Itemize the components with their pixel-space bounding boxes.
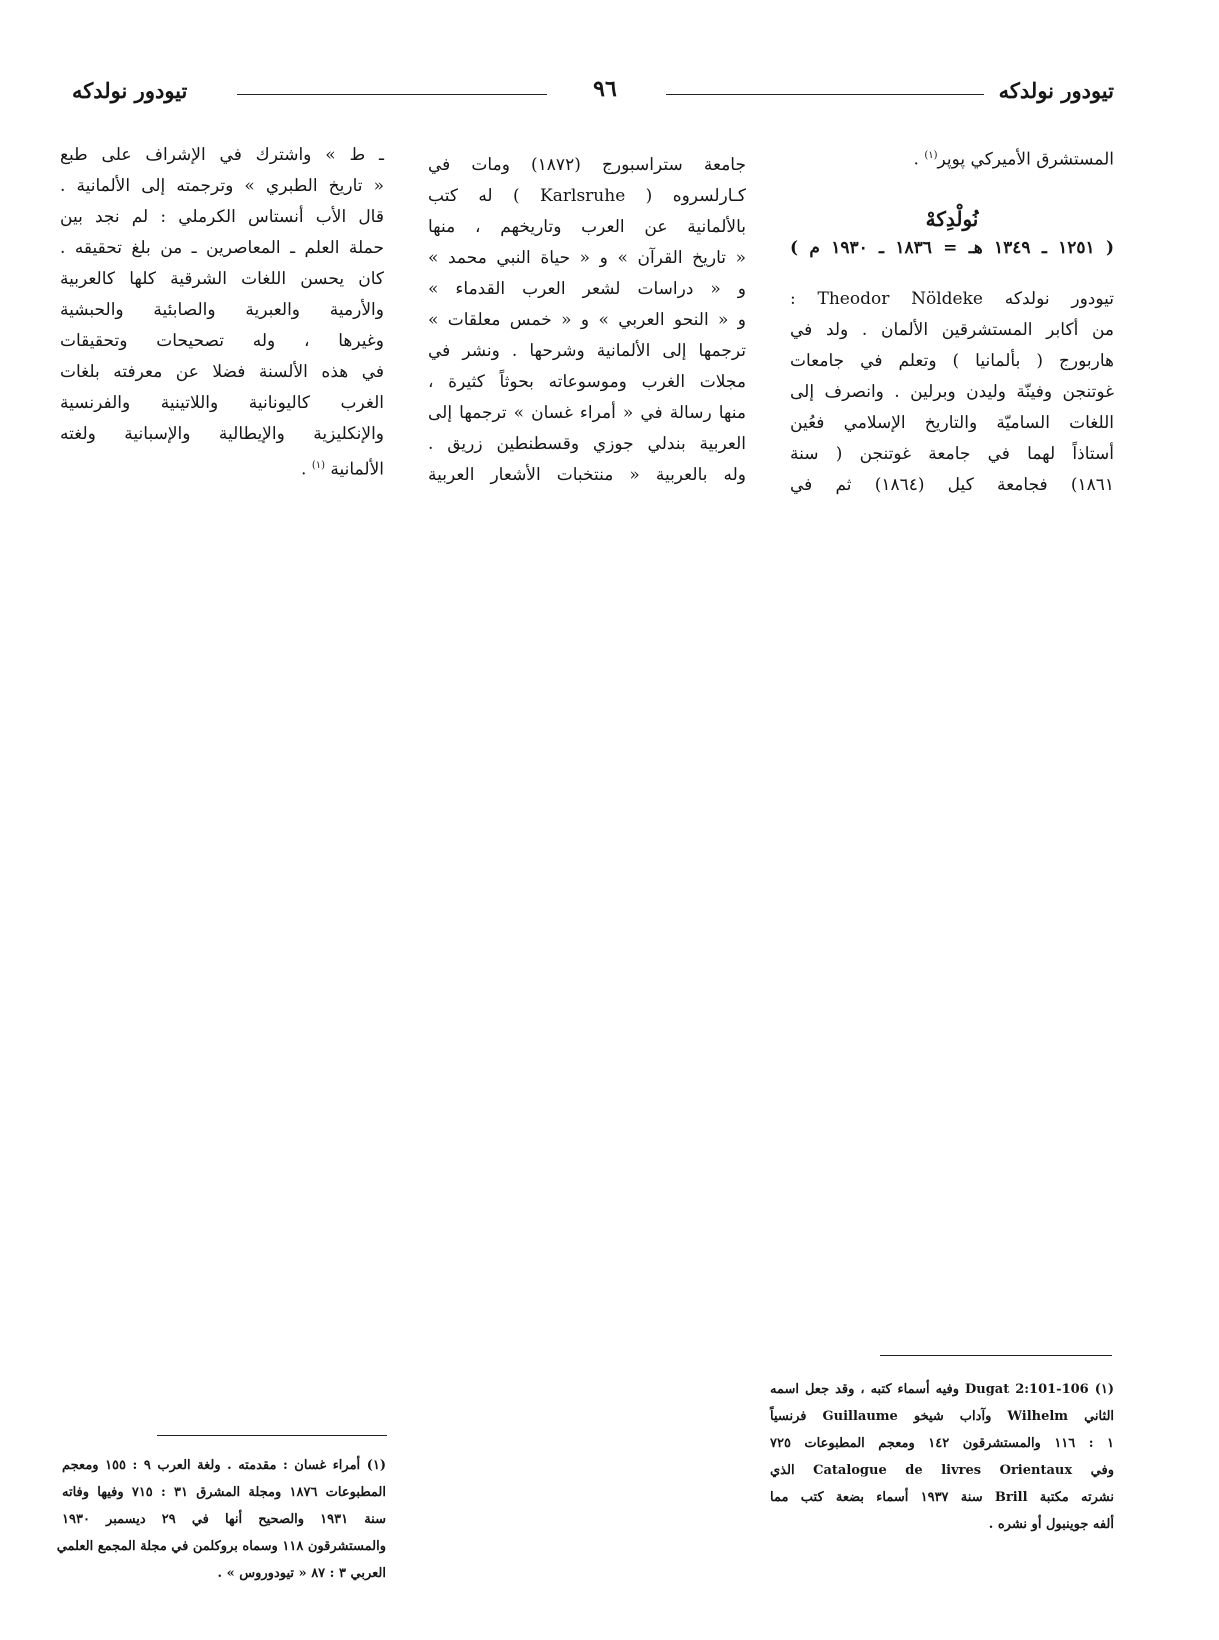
body-line-last (60, 450, 384, 486)
body-line: هاربورج ( بألمانيا ) وتعلم في جامعات (790, 350, 1114, 371)
body-line: جامعة ستراسبورج (١٨٧٢) ومات في (428, 155, 746, 175)
article-dates: ( ١٢٥١ ـ ١٣٤٩ هـ = ١٨٣٦ ـ ١٩٣٠ م ) (790, 237, 1115, 258)
right-column (790, 140, 1114, 501)
footnote-line: ١ : ١١٦ والمستشرقون ١٤٢ ومعجم المطبوعات ٧٢٥ (770, 1436, 1114, 1451)
body-line: « تاريخ القرآن » و « حياة النبي محمد » (428, 248, 746, 268)
body-line: منها رسالة في « أمراء غسان » ترجمها إلى (428, 403, 746, 423)
footnote-line: الثاني Wilhelm وآداب شيخو Guillaume فرنسياً (770, 1409, 1115, 1424)
body-line: حملة العلم ـ المعاصرين ـ من بلغ تحقيقه . (60, 238, 384, 258)
body-line: « تاريخ الطبري » وترجمته إلى الألمانية . (60, 176, 384, 196)
body-line: تيودور نولدكه Theodor Nöldeke : (790, 288, 1114, 309)
body-line: غوتنجن وفينّة وليدن وبرلين . وانصرف إلى (790, 381, 1114, 402)
intro-end: . (913, 149, 925, 170)
footnote-line: المطبوعات ١٨٧٦ ومجلة المشرق ٣١ : ٧١٥ وفيها وفاته (62, 1485, 386, 1500)
body-line: من أكابر المستشرقين الألمان . ولد في (790, 319, 1114, 340)
article-heading: نُولْدِكهْ (925, 206, 979, 231)
footnote-left (56, 1452, 386, 1587)
body-line: قال الأب أنستاس الكرملي : لم نجد بين (60, 207, 384, 227)
footnote-line: سنة ١٩٣١ والصحيح أنها في ٢٩ ديسمبر ١٩٣٠ (62, 1512, 386, 1527)
body-line: في هذه الألسنة فضلا عن معرفته بلغات (60, 362, 384, 382)
body-line: و « النحو العربي » و « خمس معلقات » (428, 310, 746, 330)
left-column (60, 140, 384, 486)
running-title-left: تيودور نولدكه (72, 78, 188, 103)
footnote-line: ألفه جوينبول أو نشره . (988, 1517, 1114, 1532)
body-line: العربية بندلي جوزي وقسطنطين زريق . (428, 434, 746, 454)
footnote-mark: (١) (311, 460, 325, 471)
body-line: اللغات الساميّة والتاريخ الإسلامي فعُين (790, 412, 1114, 433)
running-title-right: تيودور نولدكه (998, 78, 1114, 103)
intro-text: المستشرق الأميركي پوپر (937, 149, 1114, 170)
last-line-text: الألمانية (330, 459, 384, 480)
body-line: ترجمها إلى الألمانية وشرحها . ونشر في (428, 341, 746, 361)
body-line: بالألمانية عن العرب وتاريخهم ، منها (428, 217, 746, 237)
middle-column (428, 150, 746, 491)
header-rule-left (237, 94, 547, 95)
body-line: وغيرها ، وله تصحيحات وتحقيقات (60, 331, 384, 351)
body-line: و « دراسات لشعر العرب القدماء » (428, 279, 746, 299)
footnote-right (770, 1376, 1114, 1538)
page-number: ٩٦ (593, 76, 617, 102)
body-line: وله بالعربية « منتخبات الأشعار العربية (428, 465, 746, 485)
footnote-line: العربي ٣ : ٨٧ « تيودوروس » . (217, 1566, 386, 1581)
footnote-line: (١) Dugat 2:101-106 وفيه أسماء كتبه ، وقد جعل اسمه (770, 1382, 1114, 1397)
footnote-line: والمستشرقون ١١٨ وسماه بروكلمن في مجلة المجمع العلمي (56, 1539, 386, 1554)
footnote-rule-left (157, 1435, 387, 1436)
footnote-line: وفي Catalogue de livres Orientaux الذي (770, 1463, 1114, 1478)
footnote-line: (١) أمراء غسان : مقدمته . ولغة العرب ٩ : ١٥٥ ومعجم (62, 1458, 386, 1473)
body-line: الغرب كاليونانية واللاتينية والفرنسية (60, 393, 384, 413)
body-line: مجلات الغرب وموسوعاته بحوثاً كثيرة ، (428, 372, 746, 392)
body-line: ـ ط » واشترك في الإشراف على طبع (60, 145, 384, 165)
body-line: ١٨٦١) فجامعة كيل (١٨٦٤) ثم في (790, 474, 1115, 495)
body-line: والأرمية والعبرية والصابئية والحبشية (60, 300, 384, 320)
footnote-line: نشرته مكتبة Brill سنة ١٩٣٧ أسماء بضعة كتب مما (770, 1490, 1114, 1505)
footnote-mark: (١) (924, 150, 938, 161)
body-line: كـارلسروه ( Karlsruhe ) له كتب (428, 186, 746, 206)
intro-line (790, 140, 1114, 176)
body-line: والإنكليزية والإيطالية والإسبانية ولغته (60, 424, 384, 444)
header-rule-right (666, 94, 984, 95)
last-line-end: . (301, 459, 312, 480)
footnote-rule-right (880, 1355, 1112, 1356)
body-line: أستاذاً لهما في جامعة غوتنجن ( سنة (790, 443, 1114, 464)
body-line: كان يحسن اللغات الشرقية كلها كالعربية (60, 269, 384, 289)
